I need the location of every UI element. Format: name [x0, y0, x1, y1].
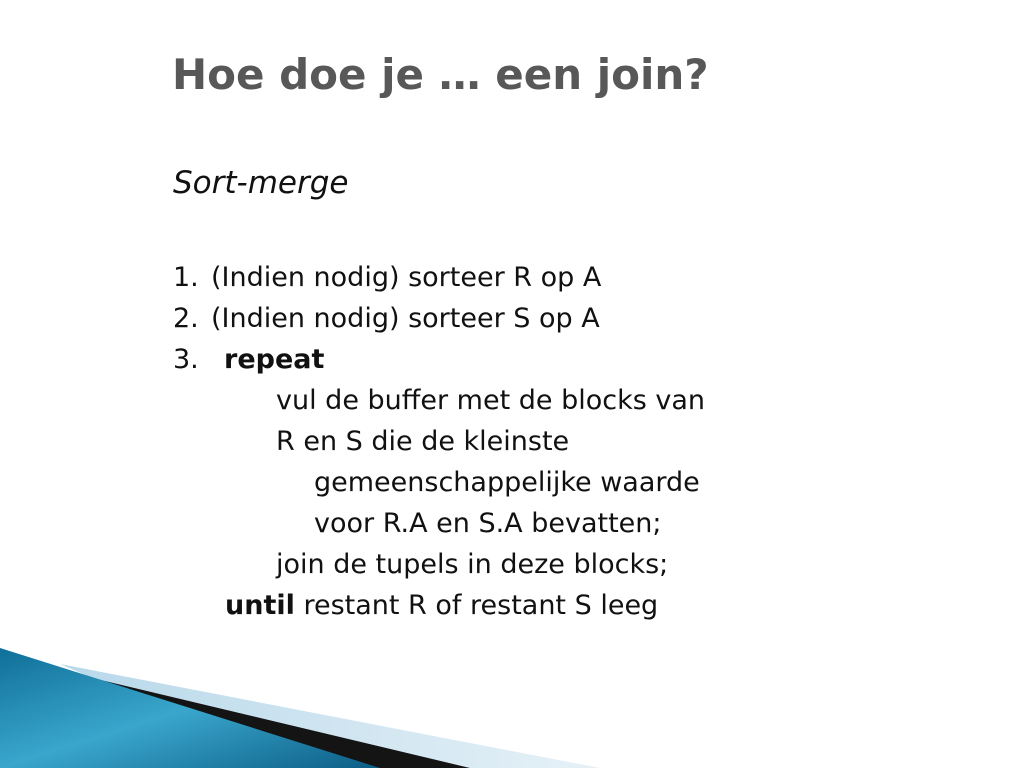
- until-keyword: until: [225, 590, 295, 621]
- page-title: Hoe doe je … een join?: [172, 50, 709, 99]
- list-item-1: [173, 264, 601, 291]
- list-number: 2.: [173, 303, 199, 334]
- list-number: 1.: [173, 262, 199, 293]
- loop-line-5: join de tupels in deze blocks;: [276, 549, 669, 580]
- loop-line-1: vul de buffer met de blocks van: [276, 385, 705, 416]
- list-item-text: (Indien nodig) sorteer R op A: [211, 262, 602, 293]
- repeat-keyword: repeat: [224, 344, 325, 375]
- blue-wedge: [0, 648, 380, 768]
- loop-line-3: gemeenschappelijke waarde: [314, 467, 700, 498]
- list-number: 3.: [173, 344, 199, 375]
- list-item-text: (Indien nodig) sorteer S op A: [211, 303, 600, 334]
- loop-line-4: voor R.A en S.A bevatten;: [314, 508, 662, 539]
- loop-line-2: R en S die de kleinste: [276, 426, 570, 457]
- subtitle: Sort-merge: [173, 165, 349, 201]
- list-item-2: [173, 305, 600, 332]
- until-text: restant R of restant S leeg: [294, 590, 659, 621]
- until-line: [225, 592, 658, 619]
- list-item-3: [173, 346, 324, 373]
